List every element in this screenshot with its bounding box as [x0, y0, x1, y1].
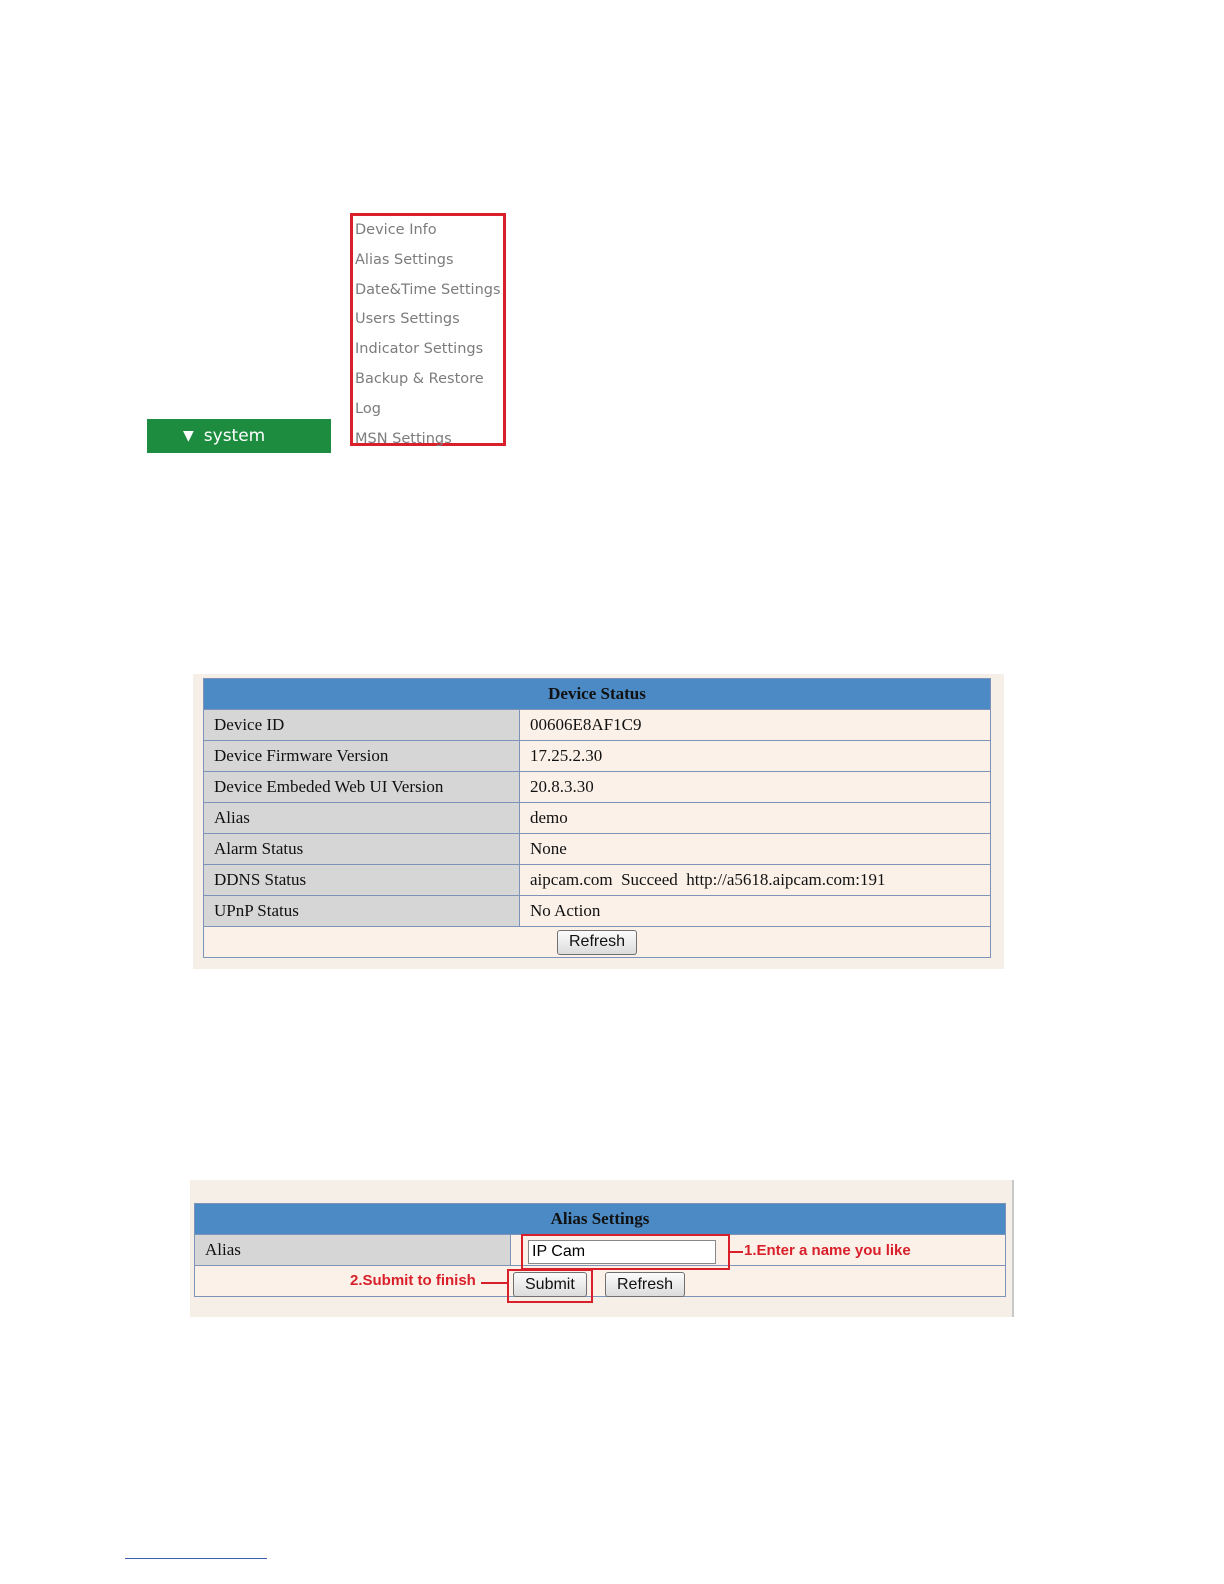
upnp-status-value: No Action — [520, 896, 991, 927]
annotation-connector — [481, 1282, 507, 1284]
menu-item-alias-settings[interactable]: Alias Settings — [355, 251, 454, 268]
row-label: Device Firmware Version — [204, 741, 520, 772]
system-menu-label: system — [203, 426, 266, 446]
web-ui-version-value: 20.8.3.30 — [520, 772, 991, 803]
table-row — [204, 772, 991, 803]
firmware-version-value: 17.25.2.30 — [520, 741, 991, 772]
annotation-enter-name: 1.Enter a name you like — [744, 1242, 911, 1259]
device-status-title: Device Status — [204, 679, 991, 710]
submit-button[interactable]: Submit — [513, 1272, 587, 1297]
menu-item-indicator-settings[interactable]: Indicator Settings — [355, 341, 484, 358]
annotation-connector — [730, 1251, 743, 1253]
table-row — [204, 803, 991, 834]
table-row — [204, 896, 991, 927]
alias-label: Alias — [195, 1235, 511, 1266]
system-submenu-highlight — [350, 213, 506, 446]
menu-item-device-info[interactable]: Device Info — [355, 222, 437, 238]
refresh-button[interactable]: Refresh — [557, 930, 637, 955]
submit-highlight — [507, 1269, 593, 1303]
row-label: UPnP Status — [204, 896, 520, 927]
menu-item-msn-settings[interactable]: MSN Settings — [355, 430, 452, 447]
alias-actions-row — [195, 1266, 1006, 1297]
footnote-divider — [125, 1558, 267, 1559]
menu-item-log[interactable]: Log — [355, 400, 381, 417]
device-status-table — [203, 678, 991, 958]
alias-input-highlight — [521, 1234, 730, 1270]
device-status-actions — [204, 927, 991, 958]
annotation-submit: 2.Submit to finish — [350, 1272, 476, 1289]
table-row — [204, 710, 991, 741]
row-label: Alias — [204, 803, 520, 834]
ddns-status-value: aipcam.com Succeed http://a5618.aipcam.com:191 — [520, 865, 991, 896]
table-row — [204, 741, 991, 772]
alias-value: demo — [520, 803, 991, 834]
alarm-status-value: None — [520, 834, 991, 865]
menu-item-datetime-settings[interactable]: Date&Time Settings — [355, 281, 501, 298]
row-label: Device Embeded Web UI Version — [204, 772, 520, 803]
table-row — [204, 834, 991, 865]
row-label: Alarm Status — [204, 834, 520, 865]
menu-item-backup-restore[interactable]: Backup & Restore — [355, 370, 484, 387]
menu-item-users-settings[interactable]: Users Settings — [355, 311, 460, 328]
device-status-panel — [193, 674, 1004, 969]
alias-settings-title: Alias Settings — [195, 1204, 1006, 1235]
alias-refresh-button[interactable]: Refresh — [605, 1272, 685, 1297]
row-label: Device ID — [204, 710, 520, 741]
row-label: DDNS Status — [204, 865, 520, 896]
triangle-down-icon: ▼ — [183, 428, 194, 444]
system-menu-toggle[interactable] — [147, 419, 331, 453]
system-submenu — [355, 218, 501, 456]
device-id-value: 00606E8AF1C9 — [520, 710, 991, 741]
table-row — [204, 865, 991, 896]
